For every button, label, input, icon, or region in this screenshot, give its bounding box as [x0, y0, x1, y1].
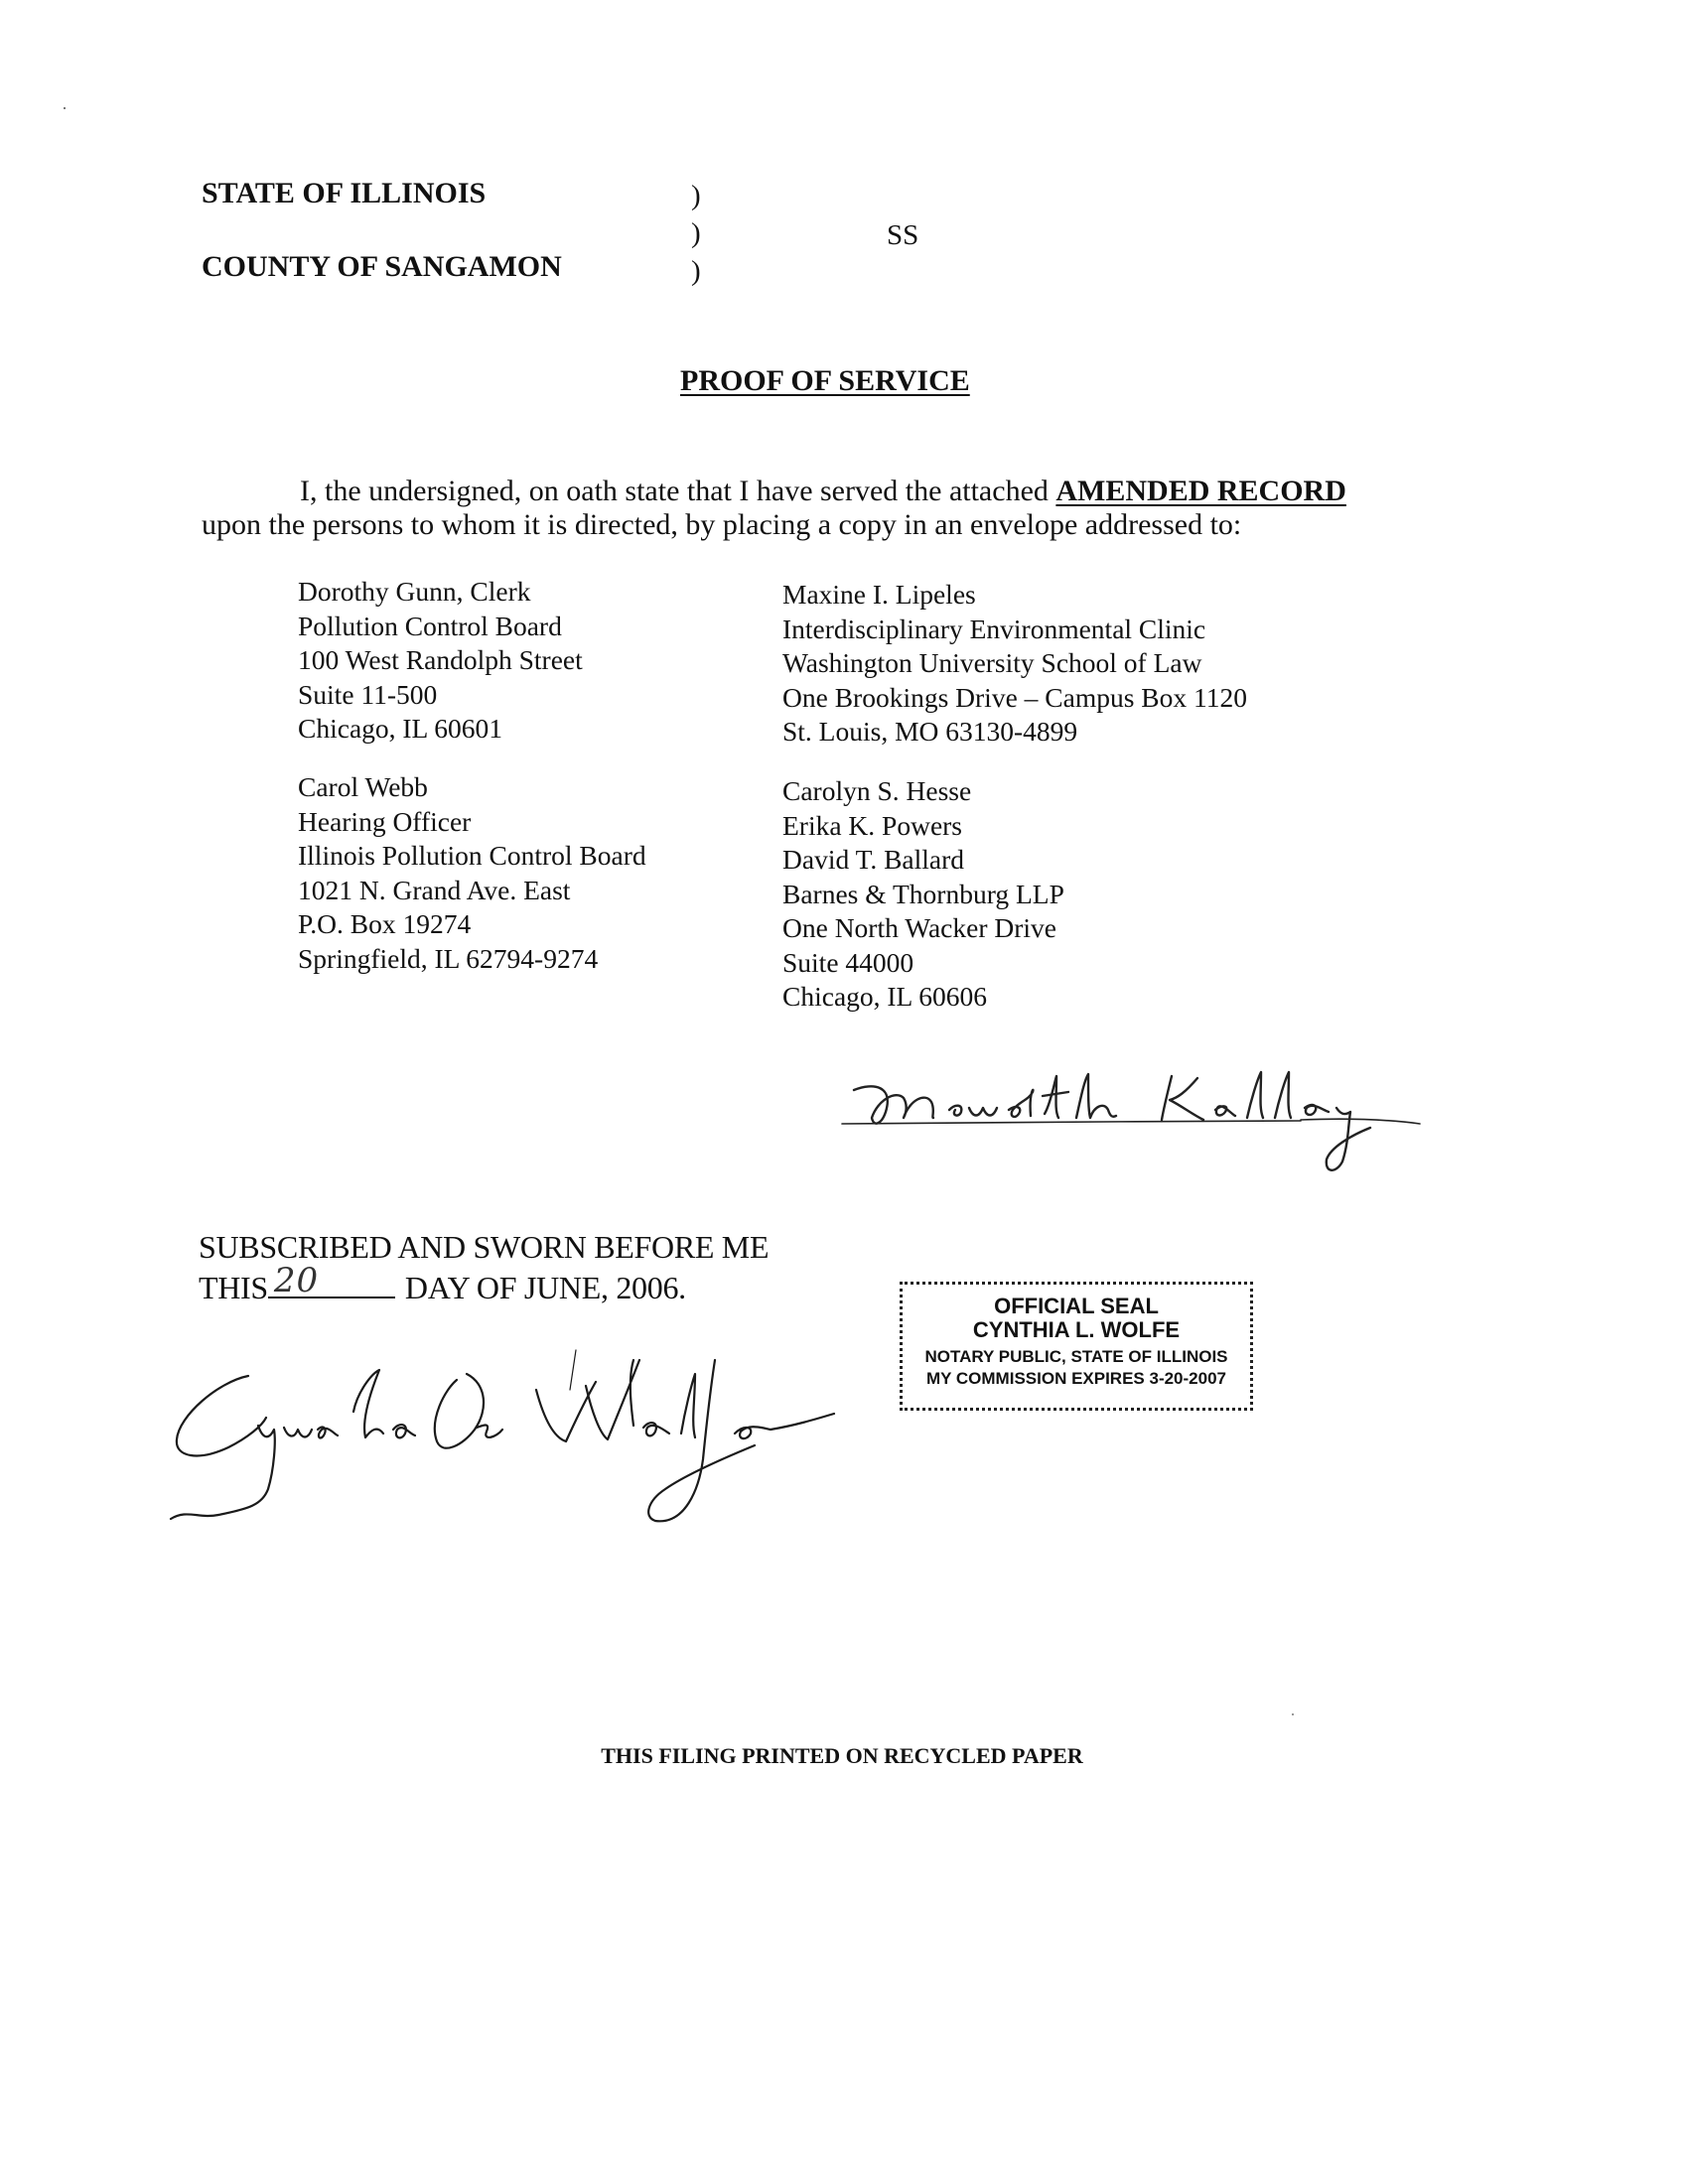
- seal-line-2: CYNTHIA L. WOLFE: [972, 1317, 1181, 1342]
- paren-2: ): [691, 217, 701, 249]
- official-seal: [900, 1282, 1253, 1411]
- address-barnes-thornburg: [782, 774, 1064, 1015]
- address-line: David T. Ballard: [782, 844, 965, 875]
- address-dorothy-gunn: [298, 575, 583, 747]
- intro-text: I, the undersigned, on oath state that I have served the attached: [300, 475, 1056, 507]
- scan-speck: [1292, 1713, 1294, 1715]
- address-line: 1021 N. Grand Ave. East: [298, 874, 571, 905]
- address-line: Illinois Pollution Control Board: [298, 840, 646, 871]
- address-carol-webb: [298, 770, 646, 976]
- address-line: Washington University School of Law: [782, 647, 1202, 678]
- address-line: Hearing Officer: [298, 805, 472, 837]
- paren-3: ): [691, 255, 701, 287]
- caption-parentheses: [691, 177, 701, 290]
- jurat-day-number: 20: [273, 1261, 320, 1300]
- seal-line-3: NOTARY PUBLIC, STATE OF ILLINOIS: [924, 1347, 1228, 1366]
- address-line: One North Wacker Drive: [782, 912, 1056, 943]
- address-line: Dorothy Gunn, Clerk: [298, 576, 531, 607]
- jurat-line-1: SUBSCRIBED AND SWORN BEFORE ME: [199, 1229, 770, 1265]
- amended-record: AMENDED RECORD: [1055, 475, 1346, 507]
- jurat-line-2: [199, 1261, 769, 1307]
- address-line: Carol Webb: [298, 771, 428, 802]
- scan-speck: [64, 107, 66, 109]
- seal-line-4: MY COMMISSION EXPIRES 3-20-2007: [925, 1369, 1226, 1388]
- intro-line-1: [300, 475, 1346, 508]
- address-line: Maxine I. Lipeles: [782, 579, 976, 610]
- caption-state: STATE OF ILLINOIS: [202, 177, 487, 209]
- caption-county: COUNTY OF SANGAMON: [202, 250, 562, 283]
- jurat-day-of-june: DAY OF JUNE, 2006.: [404, 1270, 686, 1305]
- address-line: Erika K. Powers: [782, 809, 963, 841]
- address-line: Suite 44000: [782, 946, 914, 978]
- address-line: Barnes & Thornburg LLP: [782, 878, 1064, 909]
- server-signature: [834, 1052, 1430, 1181]
- address-line: Springfield, IL 62794-9274: [298, 942, 599, 974]
- address-line: Chicago, IL 60601: [298, 713, 502, 744]
- jurat-day-blank: [268, 1261, 395, 1300]
- address-line: St. Louis, MO 63130-4899: [782, 716, 1078, 747]
- document-title: PROOF OF SERVICE: [680, 364, 970, 397]
- recycled-paper-footer: THIS FILING PRINTED ON RECYCLED PAPER: [601, 1743, 1083, 1768]
- address-line: Chicago, IL 60606: [782, 981, 987, 1012]
- address-line: Carolyn S. Hesse: [782, 775, 972, 806]
- address-line: One Brookings Drive – Campus Box 1120: [782, 681, 1247, 713]
- address-line: Interdisciplinary Environmental Clinic: [782, 613, 1206, 644]
- address-line: 100 West Randolph Street: [298, 644, 583, 675]
- address-line: Suite 11-500: [298, 678, 438, 710]
- paren-1: ): [691, 180, 701, 211]
- jurat: [199, 1227, 769, 1307]
- intro-line-2: upon the persons to whom it is directed, by placing a copy in an envelope addressed to:: [202, 508, 1242, 541]
- seal-line-1: OFFICIAL SEAL: [994, 1294, 1159, 1318]
- address-maxine-lipeles: [782, 578, 1247, 750]
- address-line: Pollution Control Board: [298, 610, 562, 641]
- jurat-this: THIS: [199, 1270, 268, 1305]
- address-line: P.O. Box 19274: [298, 908, 472, 939]
- caption-ss: SS: [887, 219, 919, 251]
- notary-signature: [159, 1330, 874, 1529]
